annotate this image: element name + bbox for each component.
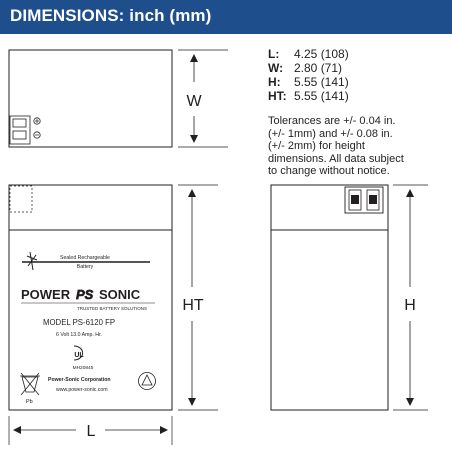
total-height-label: HT [182,297,204,314]
spec-key: HT: [268,89,287,103]
model-text: MODEL PS-6120 FP [43,318,116,327]
terminal-tab [351,195,359,204]
rating-text: 6 Volt 13.0 Amp. Hr. [56,332,102,338]
terminal-positive [13,119,26,127]
width-dimension [178,50,228,147]
ul-mark-text: UL [74,352,84,359]
tolerance-line: Tolerances are +/- 0.04 in. [268,115,396,127]
length-dimension [9,416,172,445]
tolerance-line: dimensions. All data subject [268,152,404,165]
brand-power: POWER [21,287,71,302]
pb-text: Pb [26,399,33,405]
brand-sonic: SONIC [99,287,141,302]
spec-value: 4.25 (108) [294,47,349,61]
spec-value: 5.55 (141) [294,89,349,103]
brand-ps: PS [76,287,94,302]
tolerance-line: (+/- 2mm) for height [268,140,365,153]
ul-code: MH20845 [72,366,94,371]
sealed-text: Sealed Rechargeable [60,255,110,261]
tolerance-line: to change without notice. [268,165,390,178]
side-view [271,185,388,410]
battery-text: Battery [76,264,94,270]
top-view [9,50,172,147]
height-dimension [393,185,428,410]
total-height-dimension [178,185,218,410]
corp-text: Power-Sonic Corporation [48,377,111,383]
tagline: TRUSTED BATTERY SOLUTIONS [76,306,148,311]
height-label: H [404,297,416,314]
header-title: DIMENSIONS: inch (mm) [10,6,212,25]
spec-value: 5.55 (141) [294,75,349,89]
terminal-tab [369,195,377,204]
spec-key: H: [268,75,281,89]
length-label: L [86,423,96,440]
spec-value: 2.80 (71) [294,61,343,75]
top-view-outline [9,50,172,147]
spec-key: L: [268,47,280,61]
web-text: www.power-sonic.com [56,387,108,393]
side-view-outline [271,185,388,410]
spec-key: W: [268,61,284,75]
front-view [9,185,172,410]
tolerance-line: (+/- 1mm) and +/- 0.08 in. [268,127,393,140]
width-label: W [186,93,202,110]
terminal-negative [13,131,26,139]
